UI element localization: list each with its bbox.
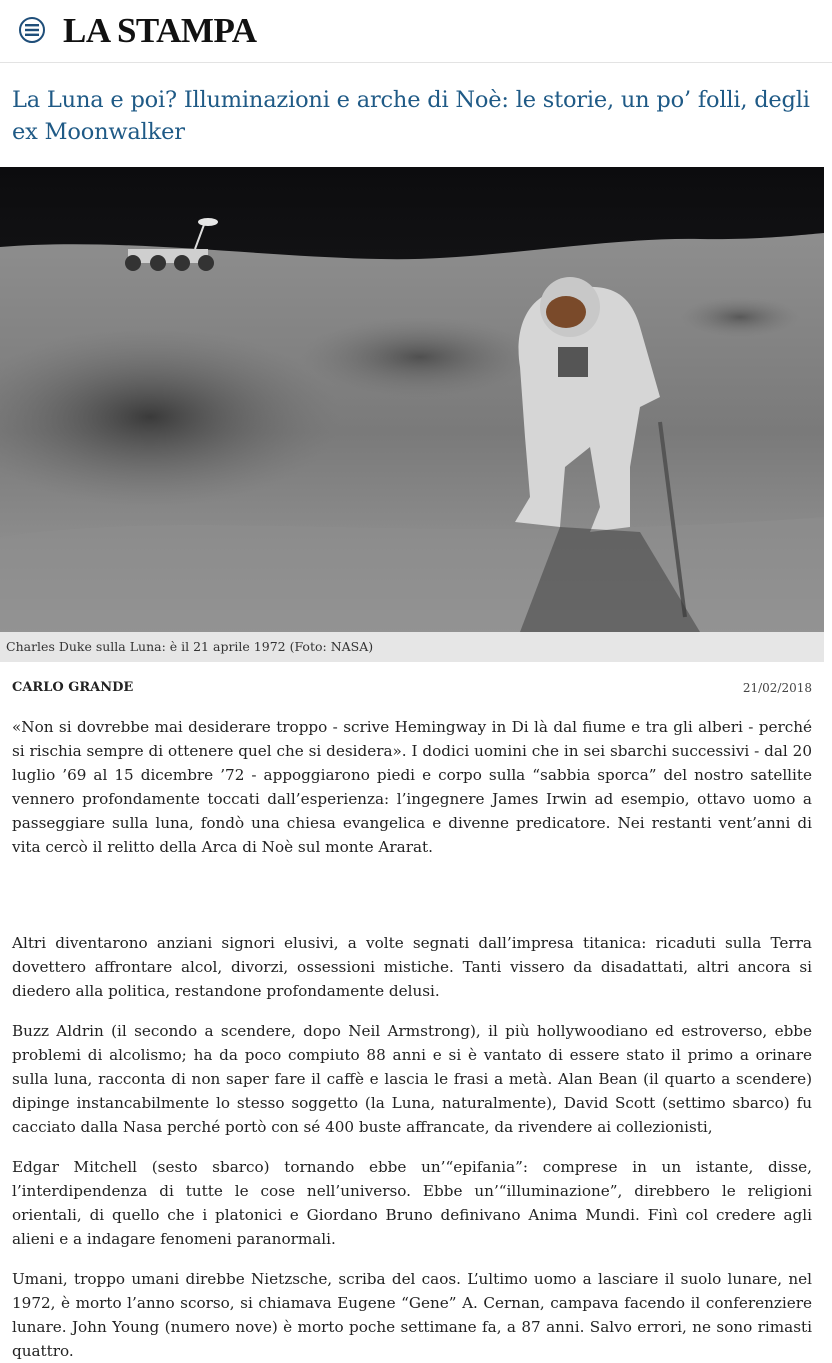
article-paragraph: Altri diventarono anziani signori elusivi, a volte segnati dall’impresa titanica: ricaduti sulla Terra dovettero affrontare alcol, divorzi, ossessioni mistiche. Tanti vissero da disadattati, altri ancora si diedero alla politica, restandone profondamente delusi. — [12, 934, 812, 1000]
article-paragraph: Umani, troppo umani direbbe Nietzsche, scriba del caos. L’ultimo uomo a lasciare il suolo lunare, nel 1972, è morto l’anno scorso, si chiamava Eugene “Gene” A. Cernan, campava facendo il conferenziere lunare. John Young (numero nove) è morto poche settimane fa, a 87 anni. Salvo errori, ne sono rimasti quattro. — [12, 1270, 812, 1360]
image-caption: Charles Duke sulla Luna: è il 21 aprile 1972 (Foto: NASA) — [0, 632, 824, 662]
author-name[interactable]: CARLO GRANDE — [12, 680, 134, 695]
article-paragraph: Buzz Aldrin (il secondo a scendere, dopo Neil Armstrong), il più hollywoodiano ed estroverso, ebbe problemi di alcolismo; ha da poco compiuto 88 anni e si è vantato di essere stato il primo a orinare sulla luna, racconta di non saper fare il caffè e lascia le frasi a metà. Alan Bean (il quarto a scendere) dipinge instancabilmente lo stesso soggetto (la Luna, naturalmente), David Scott (settimo sbarco) fu cacciato dalla Nasa perché portò con sé 400 buste affrancate, da rivendere ai collezionisti, — [12, 1022, 812, 1136]
site-logo[interactable]: LA STAMPA — [63, 11, 257, 50]
article-paragraph: «Non si dovrebbe mai desiderare troppo - scrive Hemingway in Di là dal fiume e tra gli alberi - perché si rischia sempre di ottenere quel che si desidera». I dodici uomini che in sei sbarchi successivi - dal 20 luglio ’69 al 15 dicembre ’72 - appoggiarono piedi e corpo sulla “sabbia sporca” del nostro satellite vennero profondamente toccati dall’esperienza: l’ingegnere James Irwin ad esempio, ottavo uomo a passeggiare sulla luna, fondò una chiesa evangelica e divenne predicatore. Nei restanti vent’anni di vita cercò il relitto della Arca di Noè sul monte Ararat. — [12, 718, 812, 856]
article-body — [12, 715, 812, 1363]
publish-date: 21/02/2018 — [742, 681, 812, 695]
article-headline: La Luna e poi? Illuminazioni e arche di Noè: le storie, un po’ folli, degli ex Moonwalker — [12, 87, 810, 145]
article-paragraph: Edgar Mitchell (sesto sbarco) tornando ebbe un’“epifania”: comprese in un istante, disse, l’interdipendenza di tutte le cose nell’universo. Ebbe un’“illuminazione”, direbbero le religioni orientali, di quello che i platonici e Giordano Bruno definivano Anima Mundi. Finì col credere agli alieni e a indagare fenomeni paranormali. — [12, 1158, 812, 1248]
hamburger-menu-icon[interactable] — [19, 17, 45, 43]
hero-image — [0, 167, 824, 632]
top-header — [0, 0, 832, 63]
byline — [12, 680, 812, 700]
